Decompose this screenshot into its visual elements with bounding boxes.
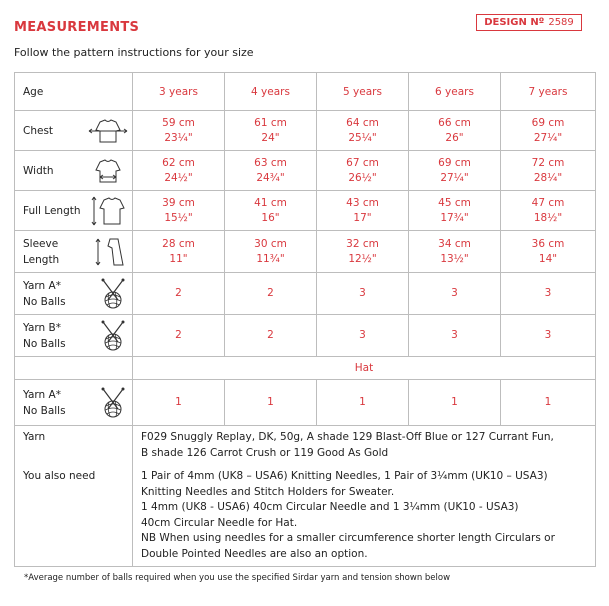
hat-section-row	[15, 357, 596, 380]
yarn-ball-icon	[98, 278, 128, 310]
value-cell	[501, 111, 596, 151]
age-label: Age	[15, 73, 133, 111]
value-cell	[133, 231, 225, 273]
value-cell	[317, 151, 409, 191]
value-cell	[317, 191, 409, 231]
balls-value: 3	[501, 315, 596, 357]
row-label-text: Yarn B*	[23, 321, 61, 334]
footnote: *Average number of balls required when you use the specified Sirdar yarn and tension shown below	[24, 573, 451, 583]
value-cell	[501, 151, 596, 191]
inch-value: 15½"	[164, 211, 193, 224]
cm-value: 34 cm	[438, 237, 471, 250]
inch-value: 17"	[353, 211, 372, 224]
value-cell	[501, 231, 596, 273]
inch-value: 17¾"	[440, 211, 469, 224]
value-cell	[225, 231, 317, 273]
inch-value: 24¾"	[256, 171, 285, 184]
balls-value: 3	[317, 315, 409, 357]
inch-value: 26½"	[348, 171, 377, 184]
row-label-text: Chest	[23, 124, 54, 137]
row-label-text: Yarn A*	[23, 279, 61, 292]
row-label-text: No Balls	[23, 404, 66, 417]
row-label-full-length	[15, 191, 133, 231]
inch-value: 27¼"	[533, 131, 563, 144]
page-subtitle: Follow the pattern instructions for your size	[14, 46, 254, 59]
size-header: 3 years	[133, 73, 225, 111]
also-need-line: 1 4mm (UK8 - USA6) 40cm Circular Needle and 1 3¼mm (UK10 - USA3)	[141, 501, 519, 513]
balls-value: 2	[225, 315, 317, 357]
size-header: 6 years	[409, 73, 501, 111]
also-need-line: Double Pointed Needles are also an option.	[141, 547, 368, 560]
inch-value: 24½"	[164, 171, 193, 184]
balls-value: 1	[409, 380, 501, 426]
cm-value: 45 cm	[438, 196, 471, 209]
chest-measure-icon	[88, 117, 128, 145]
cm-value: 32 cm	[346, 237, 379, 250]
yarn-info-line: F029 Snuggly Replay, DK, 50g, A shade 129 Blast-Off Blue or 127 Currant Fun,	[141, 431, 554, 443]
balls-value: 1	[225, 380, 317, 426]
yarn-info-label: Yarn	[15, 426, 133, 466]
yarn-ball-icon	[98, 387, 128, 419]
row-label-text: Sleeve	[23, 237, 59, 250]
cm-value: 30 cm	[254, 237, 287, 250]
also-need-line: Knitting Needles and Stitch Holders for Sweater.	[141, 485, 395, 498]
row-label-hat-yarn-a	[15, 380, 133, 426]
balls-value: 2	[225, 273, 317, 315]
table-row-sleeve-length	[15, 231, 596, 273]
size-header: 7 years	[501, 73, 596, 111]
cm-value: 69 cm	[531, 116, 565, 129]
row-label-chest	[15, 111, 133, 151]
also-need-line: 40cm Circular Needle for Hat.	[141, 516, 298, 529]
cm-value: 41 cm	[254, 196, 287, 209]
row-label-text: Yarn A*	[23, 388, 61, 401]
also-need-text	[133, 465, 596, 567]
balls-value: 3	[409, 315, 501, 357]
inch-value: 25¼"	[348, 131, 377, 144]
value-cell	[409, 231, 501, 273]
row-label-text: Width	[23, 164, 54, 177]
row-label-width	[15, 151, 133, 191]
value-cell	[133, 191, 225, 231]
cm-value: 36 cm	[531, 237, 565, 250]
width-measure-icon	[88, 157, 128, 185]
value-cell	[225, 111, 317, 151]
size-header: 5 years	[317, 73, 409, 111]
balls-value: 3	[409, 273, 501, 315]
row-label-yarn-b	[15, 315, 133, 357]
balls-value: 3	[317, 273, 409, 315]
balls-value: 1	[317, 380, 409, 426]
row-label-sleeve-length	[15, 231, 133, 273]
inch-value: 11"	[169, 252, 188, 265]
cm-value: 62 cm	[162, 156, 195, 169]
inch-value: 18½"	[533, 211, 563, 224]
inch-value: 23¼"	[164, 131, 193, 144]
value-cell	[501, 191, 596, 231]
also-need-label: You also need	[15, 465, 133, 567]
hat-heading: Hat	[133, 357, 596, 380]
table-row-full-length	[15, 191, 596, 231]
also-need-line: NB When using needles for a smaller circumference shorter length Circulars or	[141, 532, 555, 544]
cm-value: 39 cm	[162, 196, 195, 209]
table-row-yarn-b	[15, 315, 596, 357]
balls-value: 2	[133, 273, 225, 315]
inch-value: 11¾"	[256, 252, 285, 265]
cm-value: 28 cm	[162, 237, 195, 250]
yarn-info-text	[133, 426, 596, 466]
inch-value: 28¼"	[533, 171, 563, 184]
balls-value: 1	[501, 380, 596, 426]
value-cell	[317, 231, 409, 273]
value-cell	[317, 111, 409, 151]
cm-value: 64 cm	[346, 116, 379, 129]
inch-value: 26"	[445, 131, 464, 144]
measurements-table	[14, 72, 596, 567]
page-title: MEASUREMENTS	[14, 20, 140, 35]
row-label-text: Full Length	[23, 204, 81, 217]
value-cell	[133, 111, 225, 151]
table-row-width	[15, 151, 596, 191]
value-cell	[409, 111, 501, 151]
inch-value: 13½"	[440, 252, 469, 265]
cm-value: 63 cm	[254, 156, 287, 169]
inch-value: 16"	[261, 211, 280, 224]
inch-value: 12½"	[348, 252, 377, 265]
table-row-also-need	[15, 465, 596, 567]
inch-value: 24"	[261, 131, 280, 144]
cm-value: 66 cm	[438, 116, 471, 129]
value-cell	[409, 191, 501, 231]
cm-value: 72 cm	[531, 156, 565, 169]
hat-label-blank	[15, 357, 133, 380]
value-cell	[225, 191, 317, 231]
design-label: DESIGN Nº	[484, 17, 545, 28]
value-cell	[133, 151, 225, 191]
also-need-line: 1 Pair of 4mm (UK8 – USA6) Knitting Needles, 1 Pair of 3¼mm (UK10 – USA3)	[141, 470, 548, 482]
row-label-text: No Balls	[23, 337, 66, 350]
value-cell	[225, 151, 317, 191]
row-label-yarn-a	[15, 273, 133, 315]
yarn-info-line: B shade 126 Carrot Crush or 119 Good As Gold	[141, 446, 389, 459]
cm-value: 61 cm	[254, 116, 287, 129]
balls-value: 3	[501, 273, 596, 315]
design-number: 2589	[548, 17, 574, 28]
design-number-badge	[476, 14, 582, 31]
cm-value: 59 cm	[162, 116, 195, 129]
row-label-text: No Balls	[23, 295, 66, 308]
row-label-text: Length	[23, 253, 60, 266]
inch-value: 14"	[538, 252, 558, 265]
table-row-yarn-a	[15, 273, 596, 315]
age-header-row	[15, 73, 596, 111]
length-measure-icon	[88, 195, 128, 227]
cm-value: 67 cm	[346, 156, 379, 169]
balls-value: 2	[133, 315, 225, 357]
yarn-ball-icon	[98, 320, 128, 352]
inch-value: 27¼"	[440, 171, 469, 184]
table-row-yarn-info	[15, 426, 596, 466]
sleeve-measure-icon	[88, 236, 128, 268]
balls-value: 1	[133, 380, 225, 426]
size-header: 4 years	[225, 73, 317, 111]
table-row-chest	[15, 111, 596, 151]
cm-value: 47 cm	[531, 196, 565, 209]
cm-value: 69 cm	[438, 156, 471, 169]
cm-value: 43 cm	[346, 196, 379, 209]
value-cell	[409, 151, 501, 191]
table-row-hat-yarn-a	[15, 380, 596, 426]
